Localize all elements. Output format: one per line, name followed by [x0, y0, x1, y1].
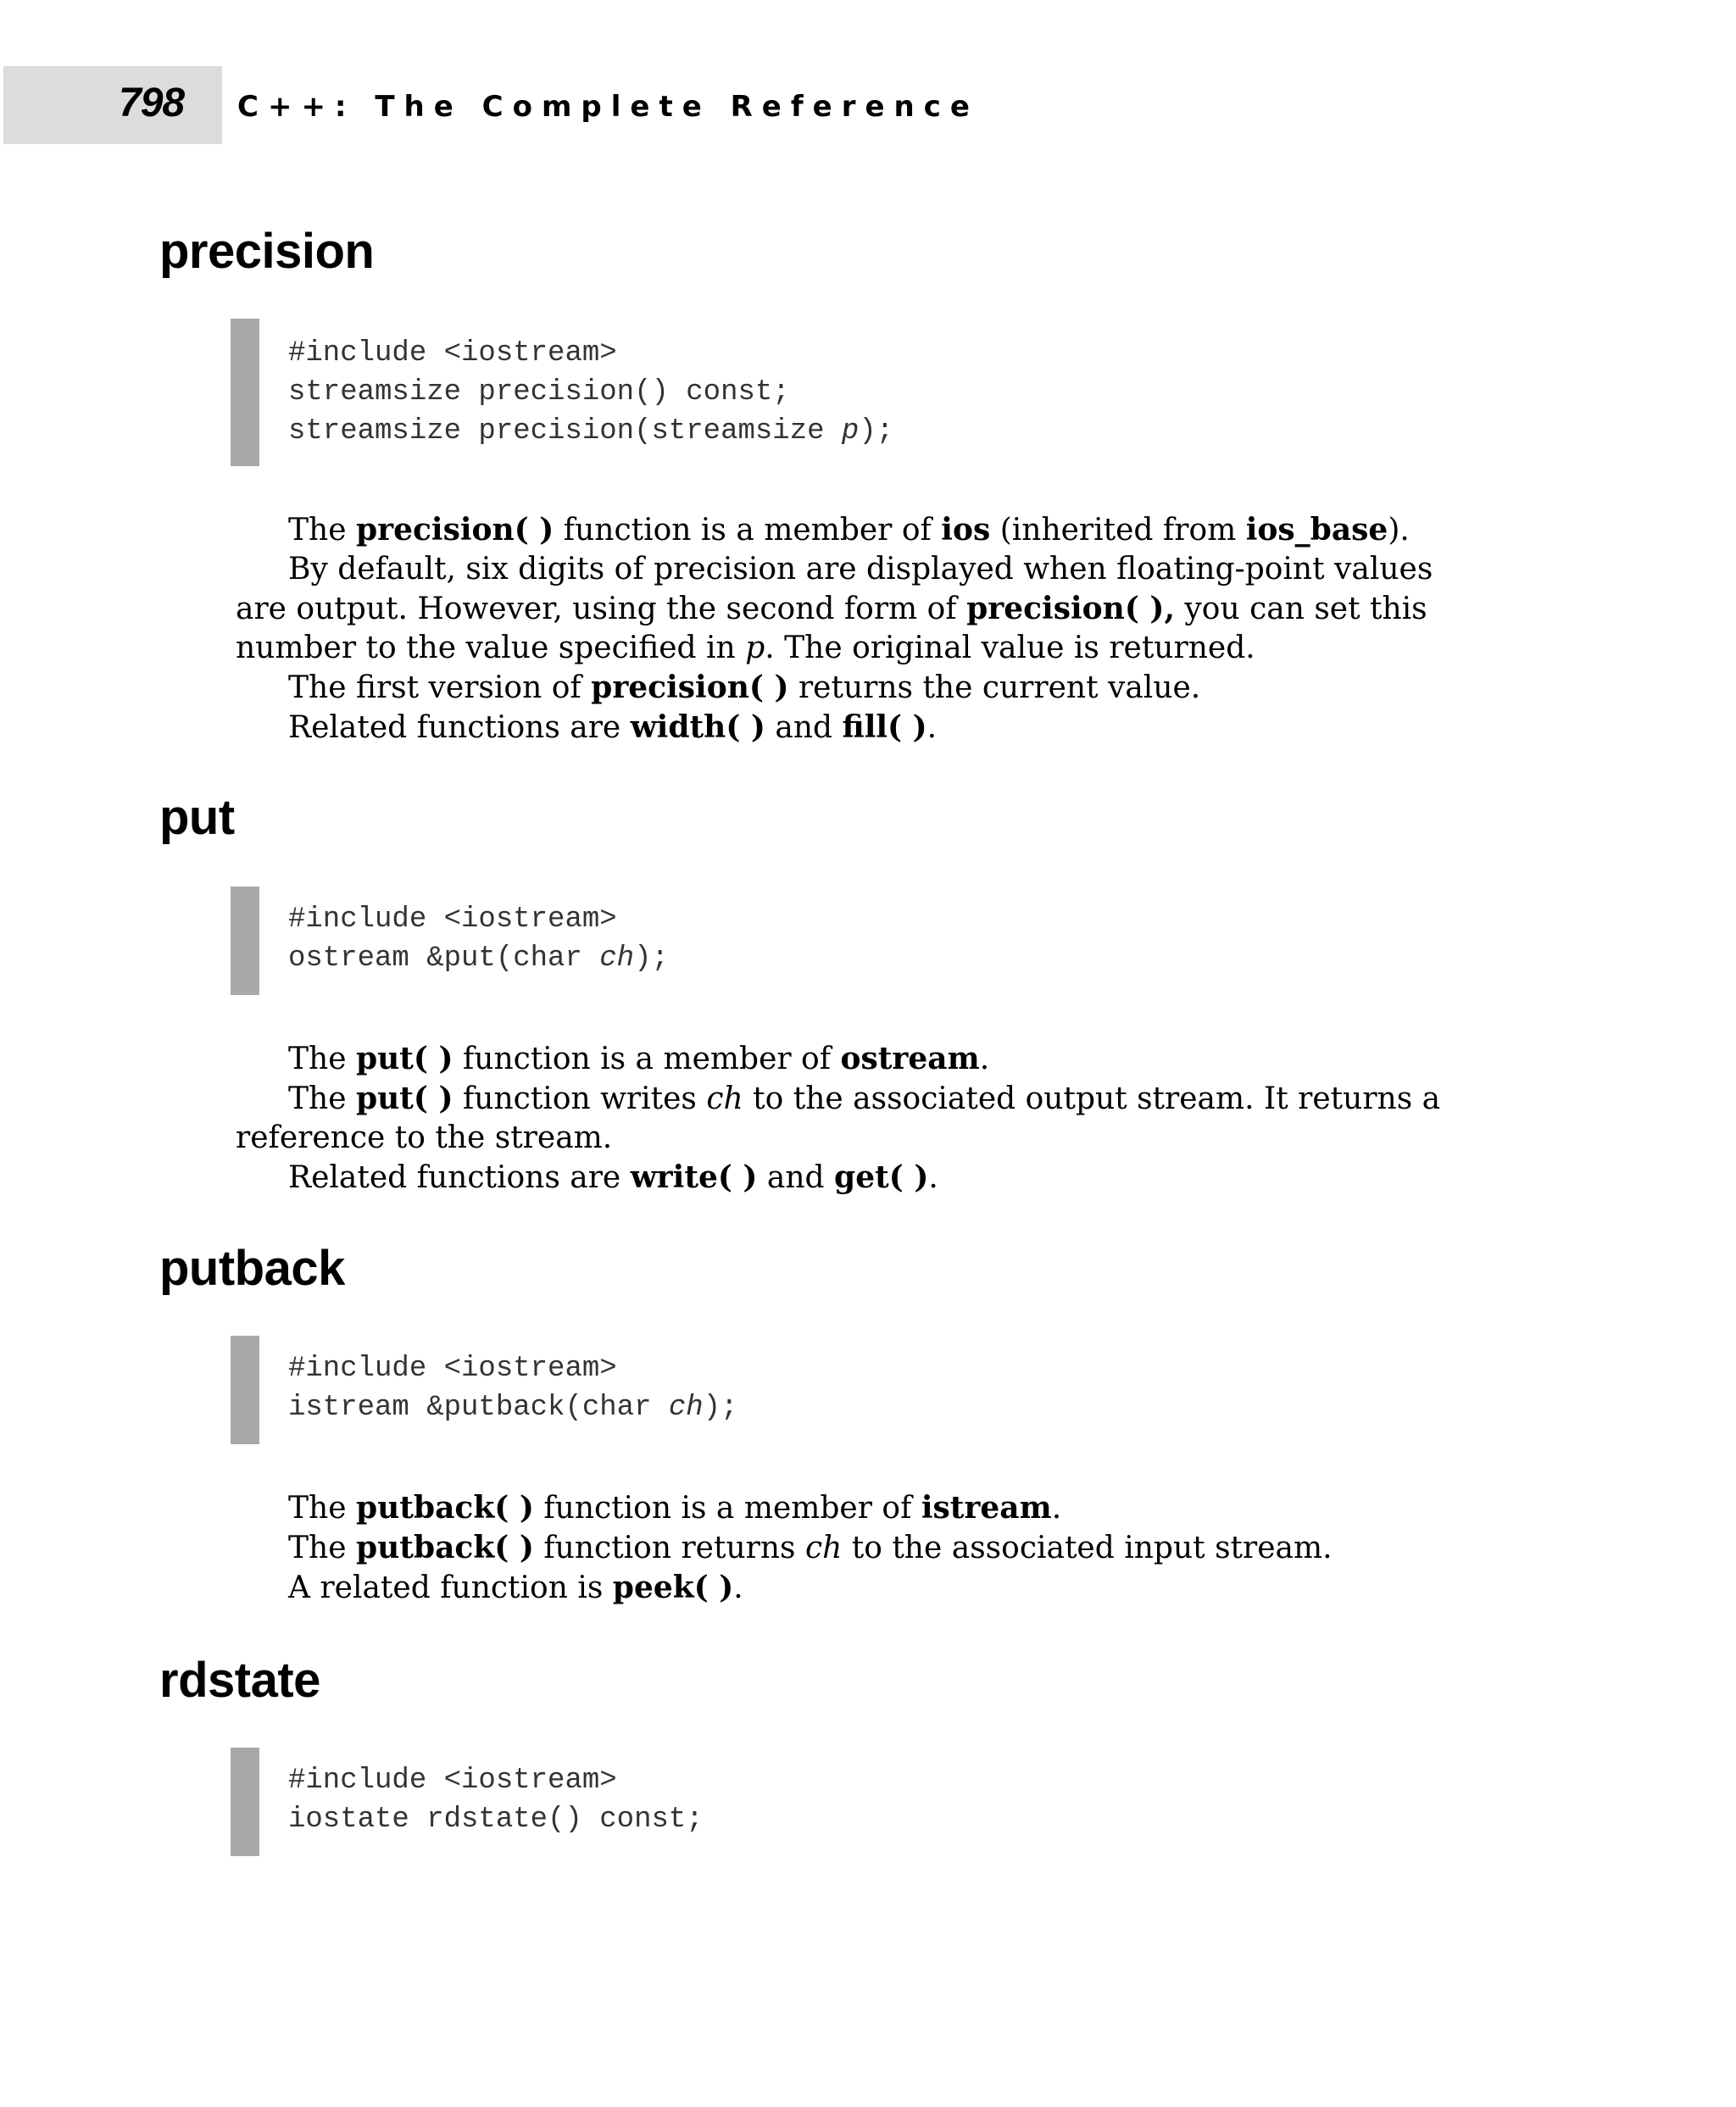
description-precision — [236, 510, 1490, 748]
code-line: istream &putback(char — [288, 1392, 669, 1424]
section-heading-putback: putback — [159, 1241, 345, 1296]
paragraph: A related function is peek( ). — [288, 1570, 743, 1605]
code-block-rdstate — [288, 1761, 704, 1839]
section-heading-rdstate: rdstate — [159, 1653, 320, 1708]
section-heading-put: put — [159, 790, 235, 845]
code-line: ); — [703, 1392, 738, 1424]
paragraph: The first version of precision( ) returns the current value. — [288, 670, 1201, 705]
code-param: p — [841, 415, 860, 448]
code-line: ); — [859, 415, 894, 448]
code-sidebar-bar — [231, 319, 259, 466]
code-line: #include <iostream> — [288, 1765, 617, 1797]
paragraph: Related functions are width( ) and fill( ). — [288, 709, 938, 745]
section-heading-precision: precision — [159, 224, 375, 279]
code-block-precision — [288, 334, 893, 451]
code-sidebar-bar — [231, 887, 259, 995]
paragraph: The putback( ) function returns ch to the associated input stream. — [288, 1530, 1333, 1565]
code-line: ); — [634, 942, 669, 975]
code-line: #include <iostream> — [288, 1353, 617, 1385]
paragraph: The put( ) function is a member of ostream. — [288, 1041, 990, 1076]
paragraph: Related functions are write( ) and get( ). — [288, 1159, 938, 1195]
code-sidebar-bar — [231, 1748, 259, 1856]
paragraph: By default, six digits of precision are displayed when floating-point values are output. However, using the second form of precision( ), you can set this number to the value specified in p. The original value is returned. — [236, 552, 1433, 665]
code-line: ostream &put(char — [288, 942, 600, 975]
paragraph: The put( ) function writes ch to the associated output stream. It returns a reference to the stream. — [236, 1081, 1441, 1155]
page-number-tab — [3, 66, 222, 144]
code-block-put — [288, 900, 669, 978]
code-line: iostate rdstate() const; — [288, 1804, 704, 1836]
paragraph: The precision( ) function is a member of ios (inherited from ios_base). — [288, 512, 1410, 548]
code-block-putback — [288, 1349, 738, 1427]
code-line: streamsize precision() const; — [288, 376, 790, 409]
code-line: #include <iostream> — [288, 903, 617, 936]
description-putback — [236, 1488, 1490, 1608]
code-sidebar-bar — [231, 1336, 259, 1444]
code-line: #include <iostream> — [288, 337, 617, 370]
description-put — [236, 1039, 1490, 1198]
code-param: ch — [599, 942, 635, 975]
page-number: 798 — [119, 81, 185, 125]
code-param: ch — [668, 1392, 704, 1424]
code-line: streamsize precision(streamsize — [288, 415, 842, 448]
book-title: C++: The Complete Reference — [237, 90, 979, 124]
paragraph: The putback( ) function is a member of istream. — [288, 1490, 1062, 1526]
